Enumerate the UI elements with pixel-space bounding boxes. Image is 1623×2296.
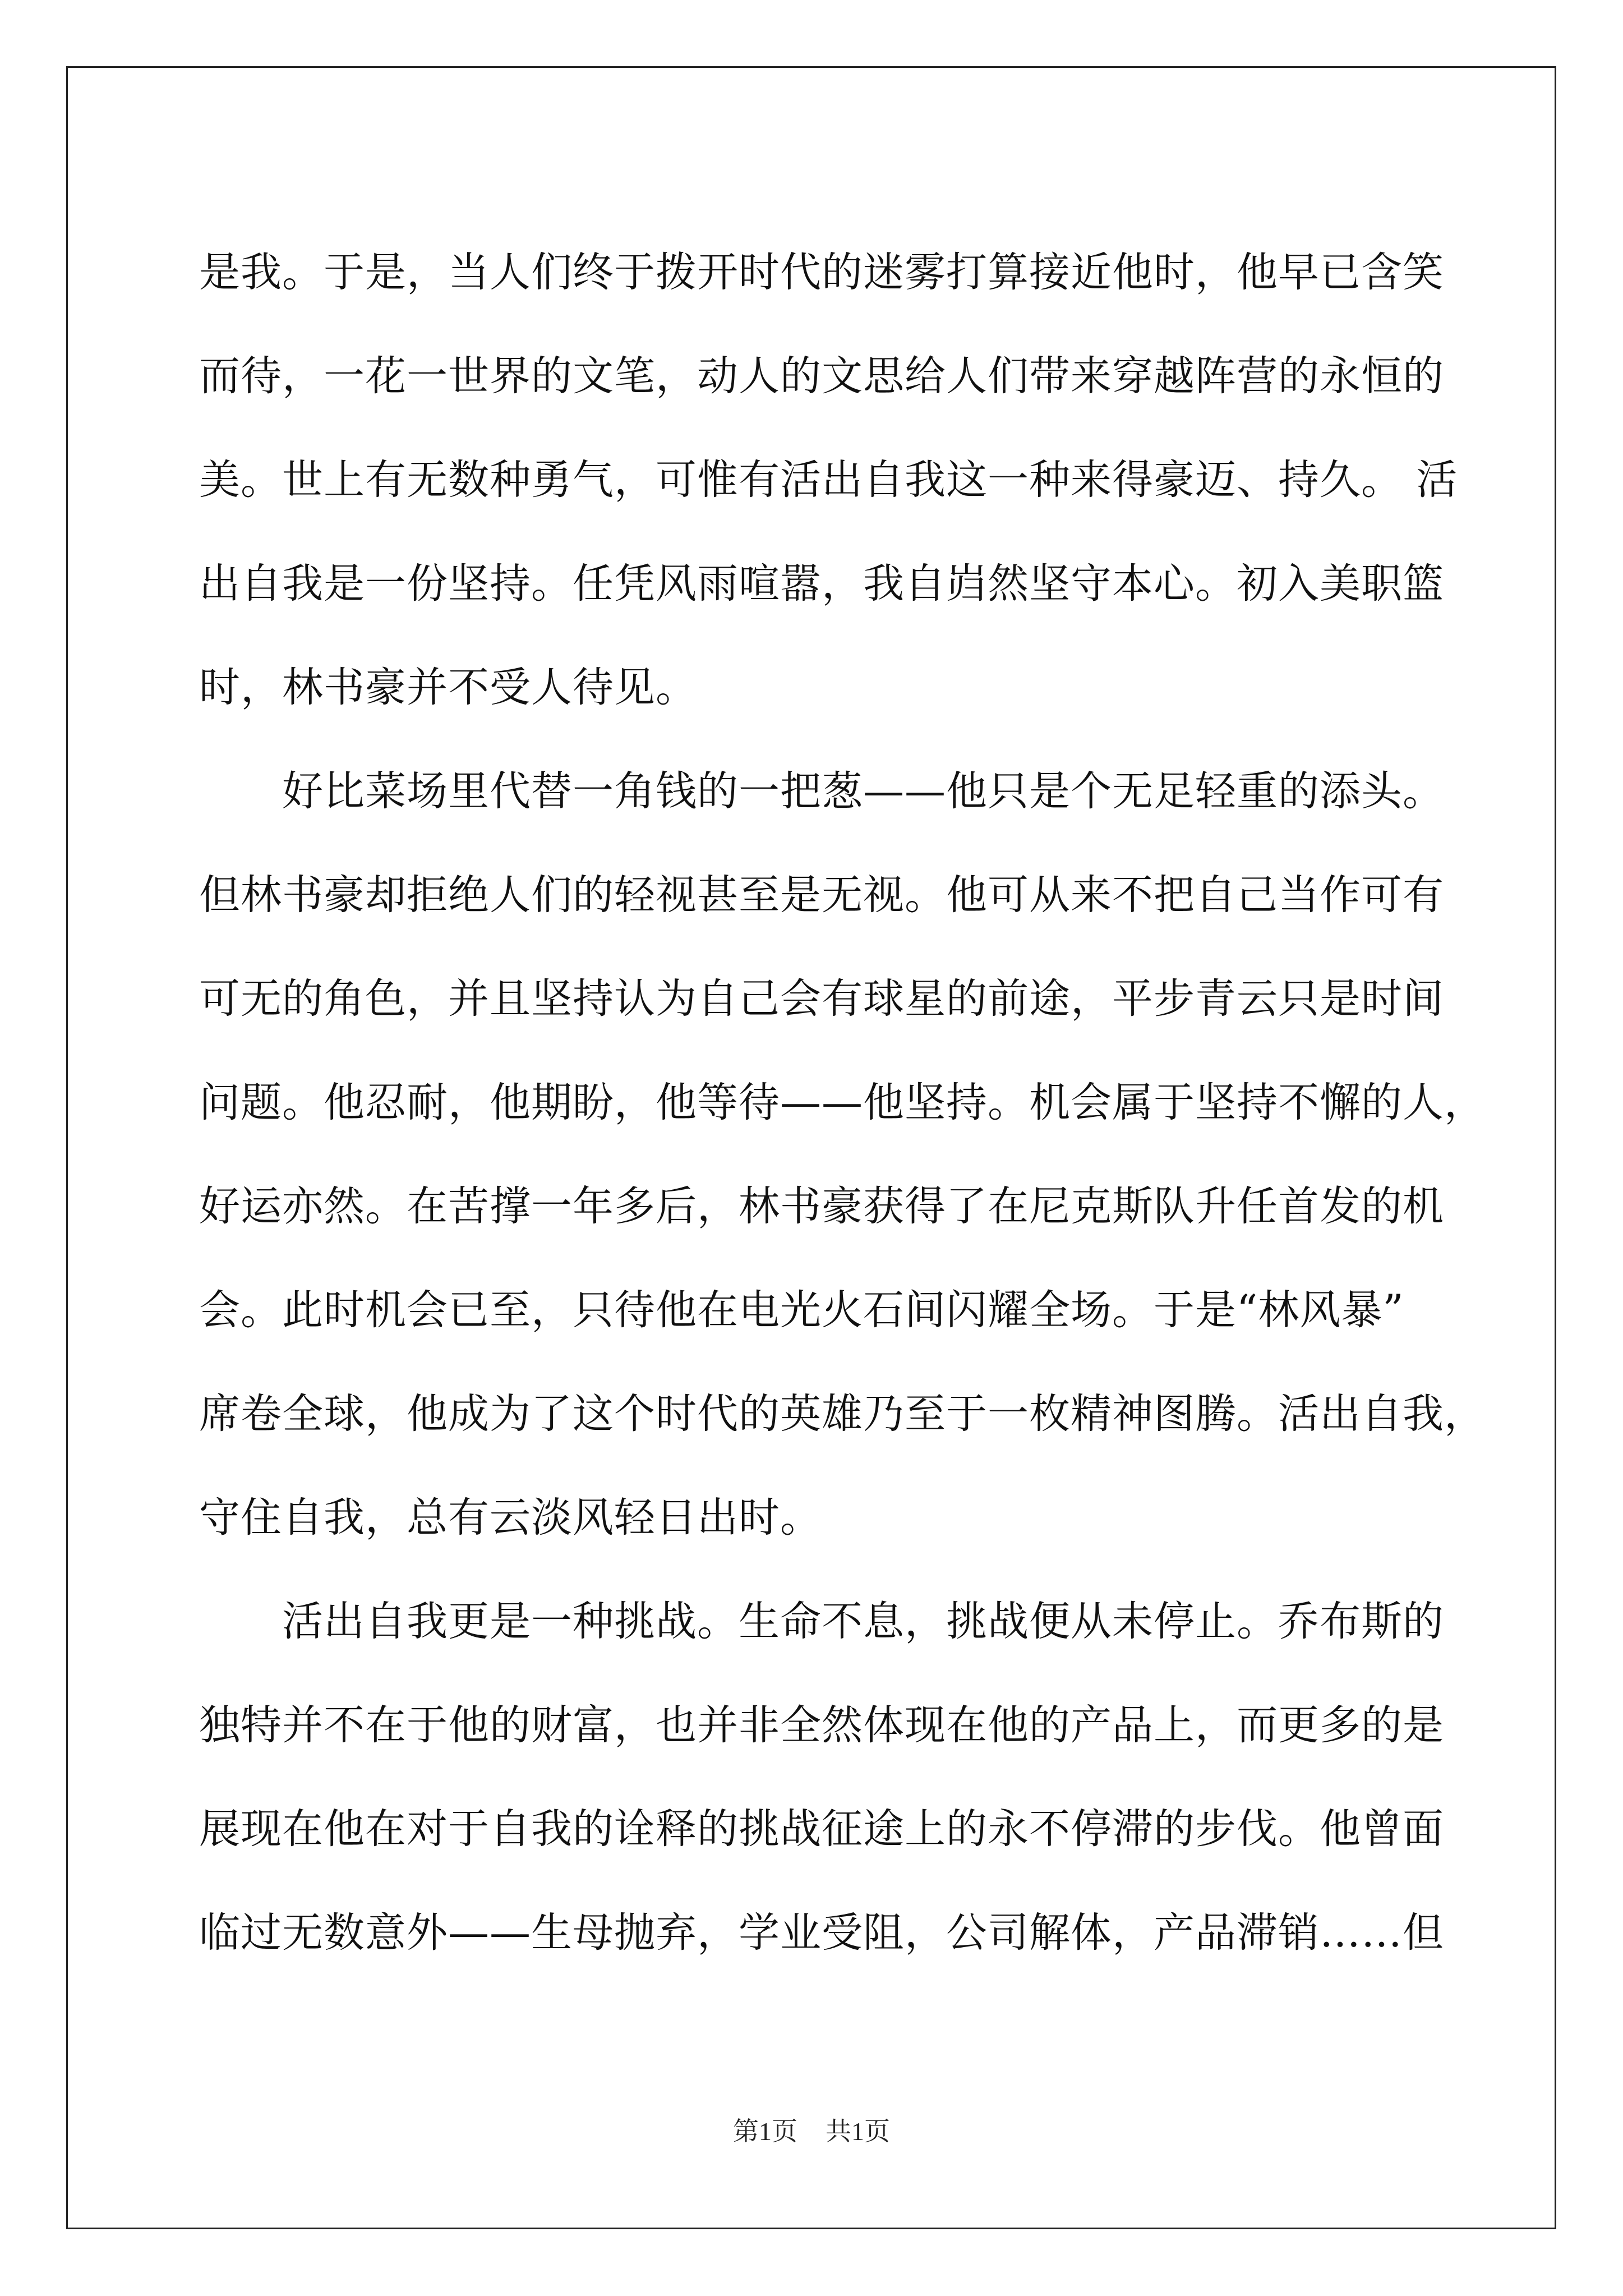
text-line-15: 独特并不在于他的财富，也并非全然体现在他的产品上，而更多的是 — [199, 1701, 1444, 1749]
text-line-14: 活出自我更是一种挑战。生命不息，挑战便从未停止。乔布斯的 — [199, 1598, 1444, 1645]
text-line-4: 出自我是一份坚持。任凭风雨喧嚣，我自岿然坚守本心。初入美职篮 — [199, 560, 1444, 608]
text-line-1: 是我。于是，当人们终于拨开时代的迷雾打算接近他时，他早已含笑 — [199, 249, 1444, 296]
text-line-12: 席卷全球，他成为了这个时代的英雄乃至于一枚精神图腾。活出自我， — [199, 1390, 1486, 1438]
text-line-10: 好运亦然。在苦撑一年多后，林书豪获得了在尼克斯队升任首发的机 — [199, 1182, 1444, 1230]
page-footer — [0, 2115, 1623, 2148]
text-line-3: 美。世上有无数种勇气，可惟有活出自我这一种来得豪迈、持久。 活 — [199, 456, 1458, 504]
text-line-9: 问题。他忍耐，他期盼，他等待——他坚持。机会属于坚持不懈的人， — [199, 1079, 1486, 1126]
text-line-5: 时，林书豪并不受人待见。 — [199, 664, 697, 711]
text-line-8: 可无的角色，并且坚持认为自己会有球星的前途，平步青云只是时间 — [199, 975, 1444, 1023]
text-line-7: 但林书豪却拒绝人们的轻视甚至是无视。他可从来不把自己当作可有 — [199, 871, 1444, 919]
text-line-11: 会。此时机会已至，只待他在电光火石间闪耀全场。于是“林风暴” — [199, 1286, 1404, 1334]
text-line-13: 守住自我，总有云淡风轻日出时。 — [199, 1494, 822, 1542]
page-total: 共1页 — [826, 2117, 890, 2146]
text-line-2: 而待，一花一世界的文笔，动人的文思给人们带来穿越阵营的永恒的 — [199, 352, 1444, 400]
text-line-6: 好比菜场里代替一角钱的一把葱——他只是个无足轻重的添头。 — [199, 767, 1444, 815]
text-line-17: 临过无数意外——生母抛弃，学业受阻，公司解体，产品滞销……但 — [199, 1909, 1444, 1957]
document-body — [199, 220, 1486, 1985]
text-line-16: 展现在他在对于自我的诠释的挑战征途上的永不停滞的步伐。他曾面 — [199, 1805, 1444, 1853]
page-number: 第1页 — [733, 2117, 797, 2146]
